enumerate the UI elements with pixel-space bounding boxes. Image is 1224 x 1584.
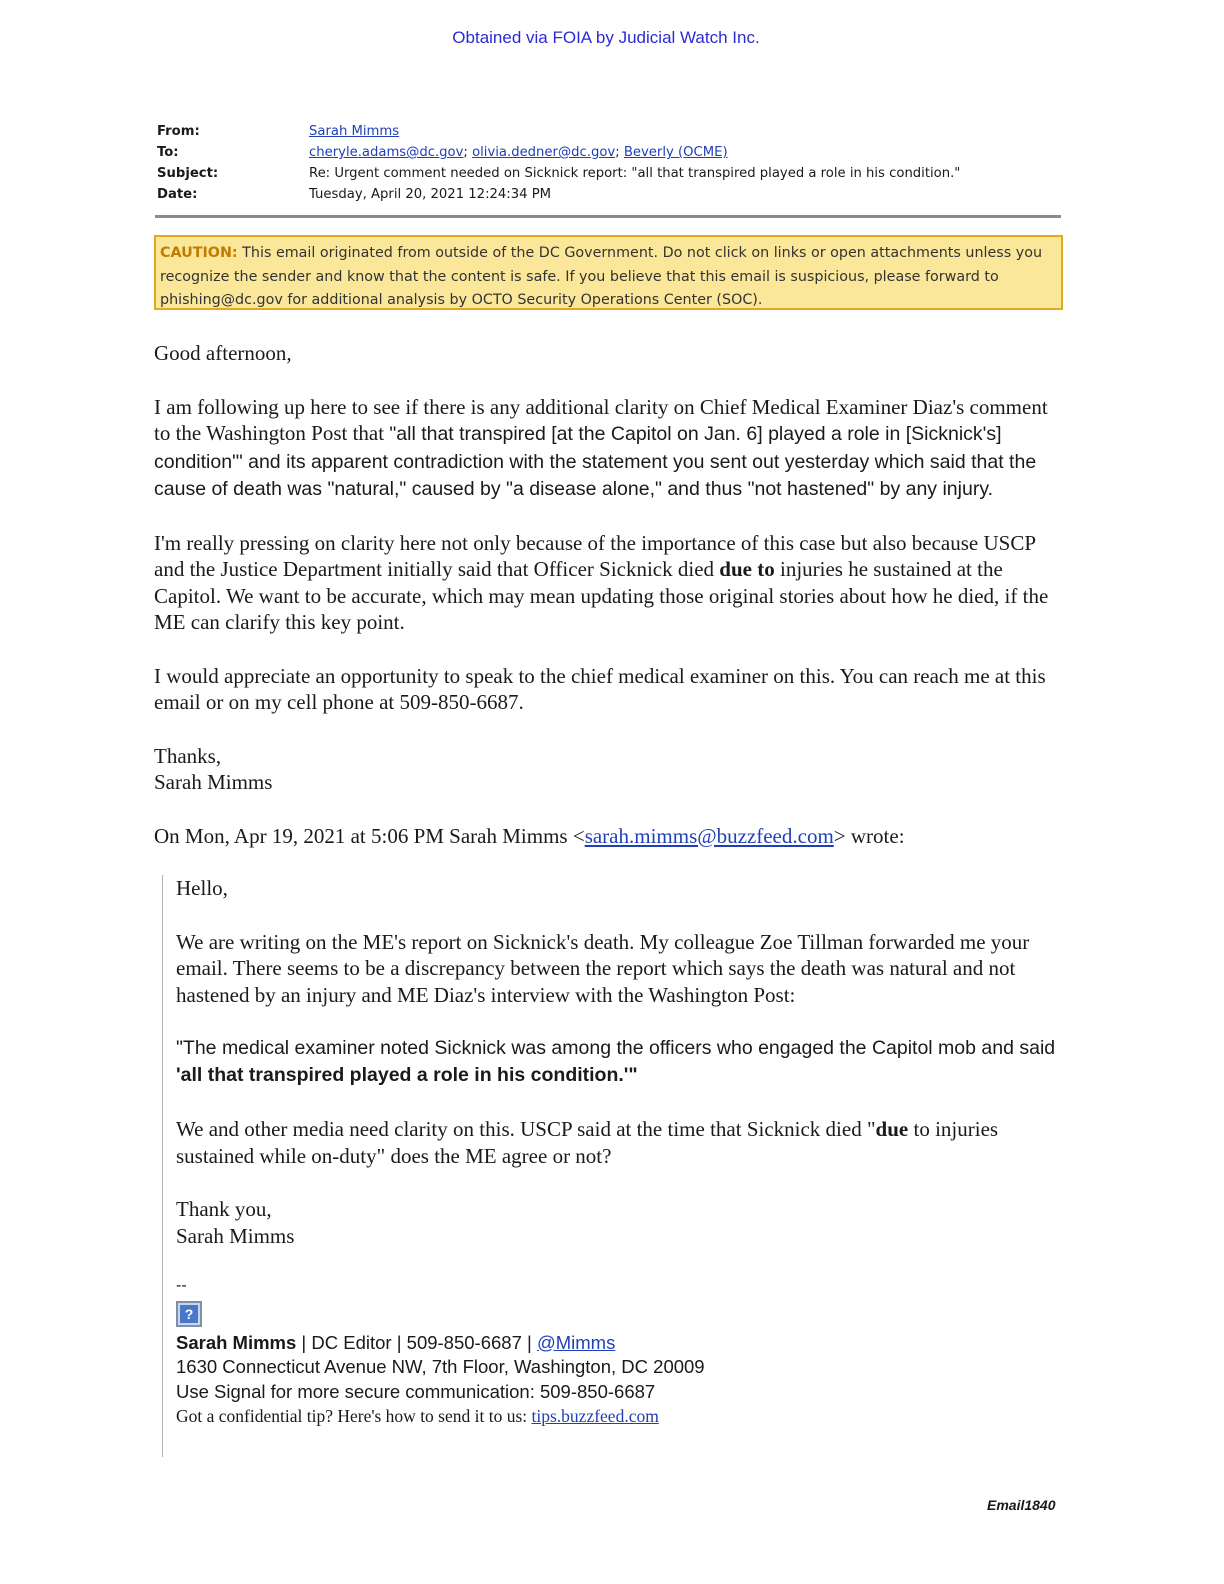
caution-text: This email originated from outside of the DC Government. Do not click on links or open attachments unless you recognize the sender and know that the content is safe. If you believe that this email is suspicious, please forward to phishing@dc.gov for additional analysis by OCTO Security Operations Center (SOC). [160, 245, 1043, 308]
subject-label: Subject: [157, 166, 219, 181]
quoted-quote-bold: 'all that transpired played a role in his condition.'" [176, 1064, 638, 1086]
reply-paragraph-3: I would appreciate an opportunity to speak to the chief medical examiner on this. You can reach me at this email or on my cell phone at 509-850-6687. [154, 663, 1046, 714]
reply-paragraph-2-b: injuries he sustained at the Capitol. We want to be accurate, which may mean updating those original stories about how he died, if the ME can clarify this key point. [154, 557, 1049, 634]
quoted-paragraph-2-b: to injuries sustained while on-duty" does the ME agree or not? [176, 1117, 999, 1168]
header-divider [155, 215, 1061, 218]
signature-separator: -- [176, 1277, 187, 1294]
quoted-signoff [176, 1196, 1066, 1249]
reply-name: Sarah Mimms [154, 770, 273, 794]
recipient-link-olivia[interactable]: olivia.dedner@dc.gov [472, 145, 616, 160]
header-from-row [157, 121, 960, 142]
reply-body [154, 340, 1064, 849]
caution-label: CAUTION: [160, 245, 238, 261]
signature-image-row [176, 1301, 1066, 1327]
reply-paragraph-2-a: I'm really pressing on clarity here not only because of the importance of this case but also because USCP and the Justice Department initially said that Officer Sicknick died [154, 530, 1036, 581]
signature-tip [176, 1404, 1066, 1429]
from-label: From: [157, 124, 200, 139]
signature-signal: Use Signal for more secure communication: 509-850-6687 [176, 1380, 656, 1402]
quote-intro-a: On Mon, Apr 19, 2021 at 5:06 PM Sarah Mimms < [154, 823, 585, 848]
header-date-row [157, 184, 960, 205]
signature-block [176, 1274, 1066, 1429]
quoted-paragraph-2-bold: due [875, 1117, 909, 1141]
broken-image-icon: ? [176, 1301, 202, 1327]
reply-paragraph-1-sans: "all that transpired [at the Capitol on Jan. 6] played a role in [Sicknick's] condition'" and its apparent contradiction with the statement you sent out yesterday which said that the cause of death was "natural," caused by "a disease alone," and thus "not hastened" by any injury. [154, 423, 1037, 500]
document-id: Email1840 [987, 1497, 1056, 1513]
quoted-paragraph-2-a: We and other media need clarity on this. USCP said at the time that Sicknick died " [176, 1117, 876, 1141]
reply-paragraph-1 [154, 394, 1064, 503]
signature-address: 1630 Connecticut Avenue NW, 7th Floor, Washington, DC 20009 [176, 1356, 705, 1377]
email-header [157, 121, 960, 205]
signature-tip-text: Got a confidential tip? Here's how to send it to us: [176, 1406, 532, 1426]
reply-paragraph-2 [154, 530, 1064, 636]
recipient-separator: ; [463, 145, 473, 160]
reply-paragraph-2-bold: due to [719, 557, 775, 581]
quoted-quote [176, 1035, 1066, 1089]
signature-role: | DC Editor | 509-850-6687 | [296, 1331, 537, 1353]
quote-intro-email-link[interactable]: sarah.mimms@buzzfeed.com [584, 823, 834, 848]
recipient-separator: ; [615, 145, 624, 160]
signature-tip-link[interactable]: tips.buzzfeed.com [531, 1406, 659, 1426]
to-recipients [309, 142, 728, 163]
quote-intro-b: > wrote: [833, 823, 905, 848]
reply-thanks: Thanks, [154, 743, 222, 768]
greeting: Good afternoon, [154, 341, 292, 365]
quoted-message [162, 875, 1066, 1457]
header-to-row [157, 142, 960, 163]
quoted-thanks: Thank you, [176, 1197, 272, 1221]
subject-text: Re: Urgent comment needed on Sicknick report: "all that transpired played a role in his condition." [309, 166, 961, 181]
from-link[interactable]: Sarah Mimms [309, 124, 400, 139]
recipient-link-cheryle[interactable]: cheryle.adams@dc.gov [309, 145, 464, 160]
quoted-quote-text: "The medical examiner noted Sicknick was among the officers who engaged the Capitol mob and said [176, 1037, 1056, 1059]
caution-banner [154, 235, 1063, 310]
quoted-paragraph-2 [176, 1116, 1066, 1169]
recipient-link-beverly[interactable]: Beverly (OCME) [623, 145, 728, 160]
date-label: Date: [157, 187, 198, 202]
quote-intro [154, 823, 1064, 850]
quoted-paragraph-1: We are writing on the ME's report on Sicknick's death. My colleague Zoe Tillman forwarded me your email. There seems to be a discrepancy between the report which says the death was natural and not hastened by an injury and ME Diaz's interview with the Washington Post: [176, 929, 1030, 1007]
signature-handle-link[interactable]: @Mimms [536, 1331, 616, 1353]
date-text: Tuesday, April 20, 2021 12:24:34 PM [309, 187, 552, 202]
quoted-name: Sarah Mimms [176, 1223, 295, 1248]
reply-signoff [154, 743, 1064, 796]
quoted-hello: Hello, [176, 876, 228, 900]
to-label: To: [157, 145, 179, 160]
header-subject-row [157, 163, 960, 184]
foia-watermark: Obtained via FOIA by Judicial Watch Inc. [452, 28, 760, 47]
signature-name: Sarah Mimms [176, 1331, 297, 1353]
signature-line-1 [176, 1331, 1066, 1356]
reply-paragraph-1-serif: I am following up here to see if there is any additional clarity on Chief Medical Examiner Diaz's comment to the Washington Post that [154, 394, 1048, 445]
